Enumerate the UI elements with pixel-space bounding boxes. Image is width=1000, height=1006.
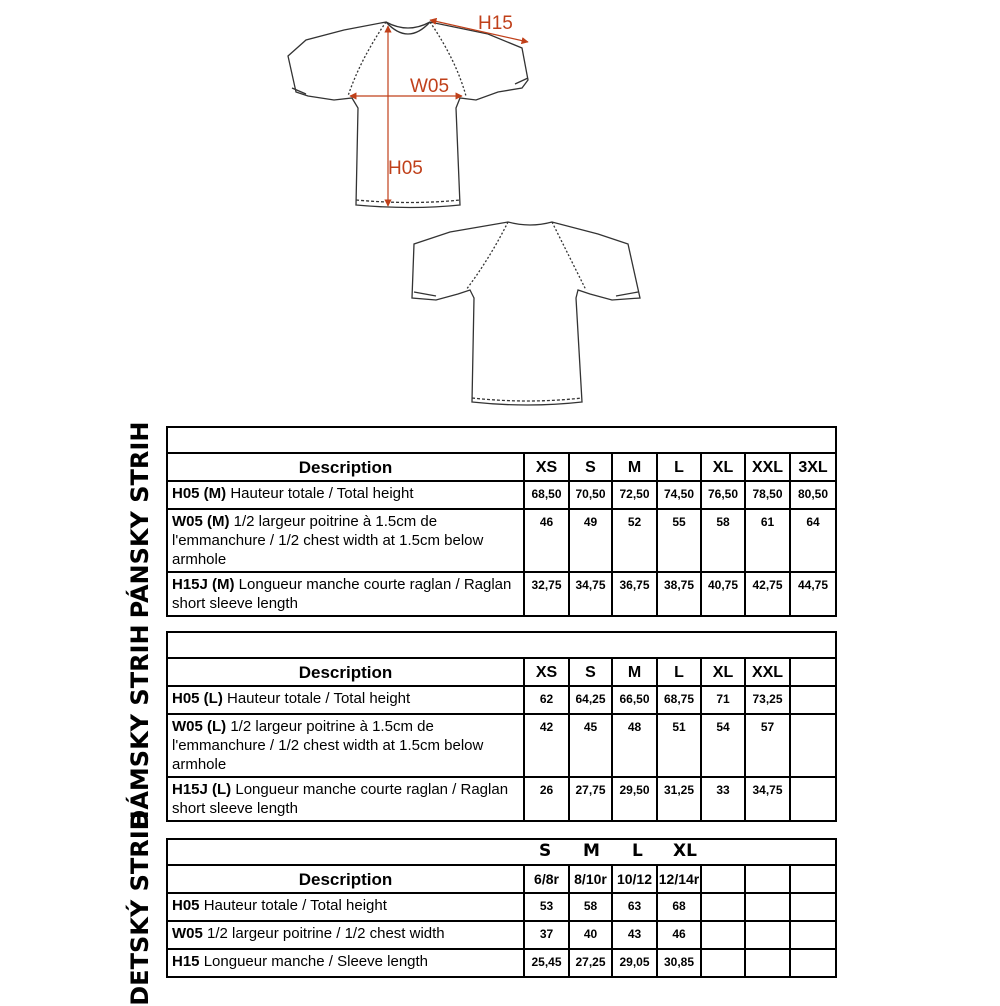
size-header: S (569, 658, 612, 686)
description-header: Description (167, 453, 524, 481)
table-cell: 52 (612, 509, 657, 572)
table-cell (745, 949, 790, 977)
size-header (745, 865, 790, 893)
table-cell: 57 (745, 714, 790, 777)
measure-label-h15: H15 (478, 13, 513, 34)
table-cell: 74,50 (657, 481, 701, 509)
table-title-row (167, 632, 836, 658)
table-title-row (167, 839, 836, 865)
table-cell (701, 949, 745, 977)
table-cell: 46 (524, 509, 569, 572)
section-label-kids: DETSKÝ STRIH (126, 810, 154, 1006)
tshirt-diagram (0, 0, 1000, 420)
measure-label-w05: W05 (410, 76, 450, 97)
size-header: XL (701, 453, 745, 481)
kids-letter-size: S (539, 841, 552, 861)
measurement-description (167, 921, 524, 949)
measurement-description (167, 893, 524, 921)
table-cell (790, 686, 836, 714)
table-cell: 46 (657, 921, 701, 949)
table-cell: 61 (745, 509, 790, 572)
table-cell: 54 (701, 714, 745, 777)
table-cell: 64 (790, 509, 836, 572)
measurement-description (167, 509, 524, 572)
measurement-code: H05 (L) (172, 690, 223, 707)
table-cell: 58 (569, 893, 612, 921)
table-cell: 27,75 (569, 777, 612, 821)
measurement-text: 1/2 largeur poitrine à 1.5cm de l'emmanchure / 1/2 chest width at 1.5cm below armhole (172, 513, 484, 568)
measurement-text: Longueur manche courte raglan / Raglan short sleeve length (172, 576, 512, 612)
measurement-description (167, 686, 524, 714)
measurement-description (167, 572, 524, 616)
table-cell: 68,75 (657, 686, 701, 714)
size-header: XXL (745, 658, 790, 686)
table-cell: 72,50 (612, 481, 657, 509)
table-cell: 66,50 (612, 686, 657, 714)
size-header: 6/8r (524, 865, 569, 893)
size-header (790, 865, 836, 893)
table-cell: 43 (612, 921, 657, 949)
table-cell: 71 (701, 686, 745, 714)
table-cell: 38,75 (657, 572, 701, 616)
table-cell: 68,50 (524, 481, 569, 509)
size-header: XS (524, 453, 569, 481)
table-cell: 36,75 (612, 572, 657, 616)
measure-label-h05: H05 (388, 158, 423, 179)
table-cell: 63 (612, 893, 657, 921)
measurement-description (167, 714, 524, 777)
measurement-text: Longueur manche courte raglan / Raglan short sleeve length (172, 781, 509, 817)
size-header (701, 865, 745, 893)
size-header: M (612, 453, 657, 481)
table-cell (790, 714, 836, 777)
measurement-code: W05 (M) (172, 513, 230, 530)
table-title-row (167, 427, 836, 453)
measurement-description (167, 949, 524, 977)
size-header: L (657, 658, 701, 686)
table-cell: 64,25 (569, 686, 612, 714)
table-cell: 33 (701, 777, 745, 821)
table-cell (790, 921, 836, 949)
women-size-table (166, 631, 837, 822)
size-header: S (569, 453, 612, 481)
table-cell (790, 893, 836, 921)
table-cell: 42 (524, 714, 569, 777)
size-header: L (657, 453, 701, 481)
measurement-description (167, 481, 524, 509)
table-cell: 80,50 (790, 481, 836, 509)
front-view-drawing (288, 22, 528, 208)
measurement-code: H15 (172, 953, 200, 970)
kids-letter-size: M (583, 841, 600, 861)
size-header: 3XL (790, 453, 836, 481)
table-cell (745, 893, 790, 921)
measurement-text: Hauteur totale / Total height (222, 690, 411, 707)
table-cell: 40 (569, 921, 612, 949)
table-cell: 53 (524, 893, 569, 921)
description-header: Description (167, 658, 524, 686)
table-cell: 49 (569, 509, 612, 572)
table-cell: 31,25 (657, 777, 701, 821)
table-cell: 25,45 (524, 949, 569, 977)
measurement-code: H15J (M) (172, 576, 235, 593)
description-header: Description (167, 865, 524, 893)
table-cell: 40,75 (701, 572, 745, 616)
table-cell: 27,25 (569, 949, 612, 977)
size-header: 8/10r (569, 865, 612, 893)
table-cell: 30,85 (657, 949, 701, 977)
kids-letter-size: L (632, 841, 643, 861)
table-cell: 37 (524, 921, 569, 949)
table-cell: 73,25 (745, 686, 790, 714)
table-cell (701, 921, 745, 949)
table-cell: 58 (701, 509, 745, 572)
measurement-text: Hauteur totale / Total height (199, 897, 387, 914)
table-cell: 29,50 (612, 777, 657, 821)
table-cell: 70,50 (569, 481, 612, 509)
kids-letter-size: XL (673, 841, 697, 861)
table-cell: 26 (524, 777, 569, 821)
measurement-code: W05 (L) (172, 718, 227, 735)
size-header: 12/14r (657, 865, 701, 893)
measurement-text: 1/2 largeur poitrine à 1.5cm de l'emmanchure / 1/2 chest width at 1.5cm below armhole (172, 718, 484, 773)
size-header: XS (524, 658, 569, 686)
size-header: 10/12 (612, 865, 657, 893)
table-cell (701, 893, 745, 921)
kids-size-table (166, 838, 837, 978)
measurement-lines (350, 20, 528, 206)
size-header: M (612, 658, 657, 686)
measurement-text: 1/2 largeur poitrine / 1/2 chest width (202, 925, 445, 942)
men-size-table (166, 426, 837, 617)
measurement-code: W05 (172, 925, 203, 942)
measurement-text: Hauteur totale / Total height (226, 485, 414, 502)
measurement-text: Longueur manche / Sleeve length (199, 953, 429, 970)
measurement-code: H05 (M) (172, 485, 227, 502)
table-cell: 62 (524, 686, 569, 714)
table-cell (790, 777, 836, 821)
table-cell: 48 (612, 714, 657, 777)
measurement-code: H05 (172, 897, 200, 914)
table-cell: 29,05 (612, 949, 657, 977)
size-header (790, 658, 836, 686)
table-cell (745, 921, 790, 949)
measurement-code: H15J (L) (172, 781, 232, 798)
measurement-description (167, 777, 524, 821)
size-header: XXL (745, 453, 790, 481)
table-cell (790, 949, 836, 977)
table-cell: 34,75 (745, 777, 790, 821)
table-cell: 32,75 (524, 572, 569, 616)
section-label-women: DÁMSKY STRIH (126, 624, 154, 830)
table-cell: 42,75 (745, 572, 790, 616)
table-cell: 55 (657, 509, 701, 572)
section-label-men: PÁNSKY STRIH (126, 421, 154, 619)
table-cell: 76,50 (701, 481, 745, 509)
table-cell: 34,75 (569, 572, 612, 616)
table-cell: 44,75 (790, 572, 836, 616)
table-cell: 51 (657, 714, 701, 777)
table-cell: 78,50 (745, 481, 790, 509)
size-header: XL (701, 658, 745, 686)
table-cell: 68 (657, 893, 701, 921)
back-view-drawing (412, 222, 640, 405)
table-cell: 45 (569, 714, 612, 777)
